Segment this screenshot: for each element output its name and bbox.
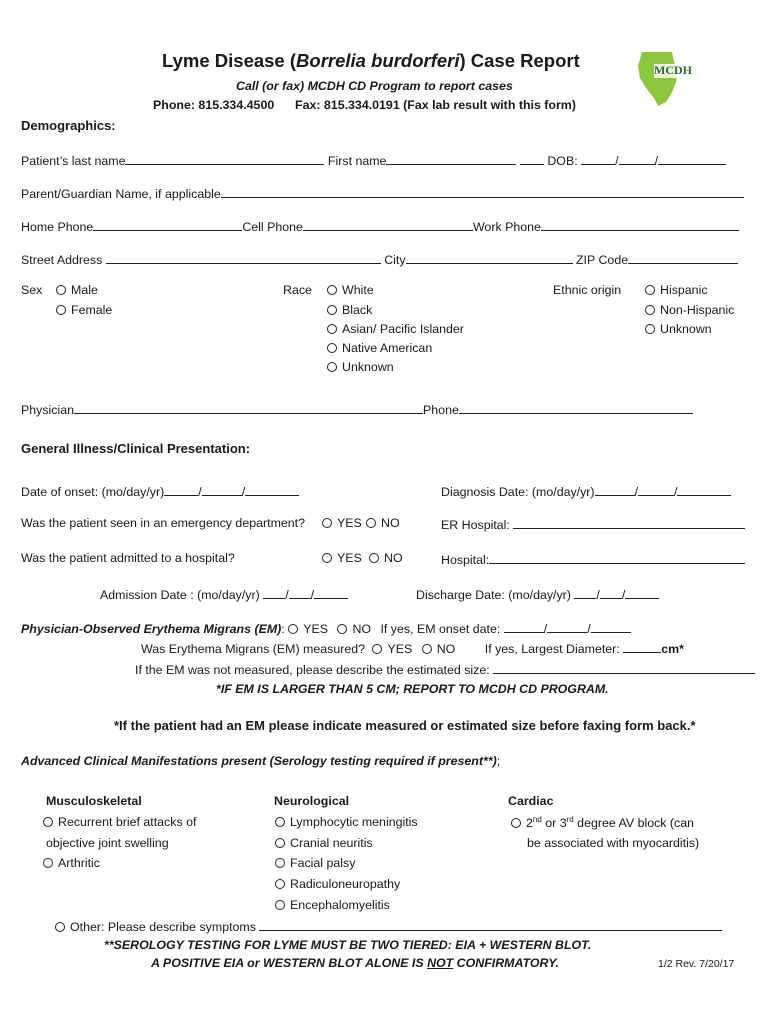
serology-note-2: A POSITIVE EIA or WESTERN BLOT ALONE IS NOT CONFIRMATORY. bbox=[151, 956, 559, 970]
form-title: Lyme Disease (Borrelia burdorferi) Case Report bbox=[162, 50, 580, 71]
onset-month-field[interactable] bbox=[164, 483, 198, 496]
radio-icon bbox=[322, 518, 332, 528]
radio-icon bbox=[366, 518, 376, 528]
last-name-label: Patient’s last name bbox=[21, 154, 126, 168]
work-phone-field[interactable] bbox=[541, 218, 739, 231]
em-no-option[interactable]: NO bbox=[337, 622, 371, 636]
diagnosis-label: Diagnosis Date: (mo/day/yr) bbox=[441, 485, 595, 499]
dob-year-field[interactable] bbox=[658, 152, 726, 165]
musculo-option-arthritic[interactable]: Arthritic bbox=[43, 856, 100, 870]
radio-icon bbox=[422, 644, 432, 654]
first-name-label: First name bbox=[327, 154, 387, 168]
phone-number: Phone: 815.334.4500 bbox=[153, 98, 275, 112]
street-label: Street Address bbox=[21, 253, 103, 267]
neuro-option-encephalomyelitis[interactable]: Encephalomyelitis bbox=[275, 898, 390, 912]
sex-option-female[interactable]: Female bbox=[56, 303, 112, 317]
physician-field[interactable] bbox=[74, 401, 423, 414]
street-field[interactable] bbox=[106, 251, 381, 264]
largest-diameter-field[interactable] bbox=[623, 640, 661, 653]
er-hospital-label: ER Hospital: bbox=[441, 518, 510, 532]
diagnosis-month-field[interactable] bbox=[595, 483, 635, 496]
onset-row: Date of onset: (mo/day/yr) / / bbox=[21, 483, 299, 499]
radio-icon bbox=[275, 817, 285, 827]
city-field[interactable] bbox=[406, 251, 573, 264]
onset-label: Date of onset: (mo/day/yr) bbox=[21, 485, 165, 499]
ethnic-label: Ethnic origin bbox=[553, 283, 622, 297]
radio-icon bbox=[275, 879, 285, 889]
physician-label: Physician bbox=[21, 403, 75, 417]
advanced-heading: Advanced Clinical Manifestations present (Serology testing required if present**); bbox=[21, 754, 501, 768]
sex-option-male[interactable]: Male bbox=[56, 283, 98, 297]
ethnic-option-unknown[interactable]: Unknown bbox=[645, 322, 712, 336]
er-hospital-row bbox=[441, 516, 745, 532]
er-no-option[interactable]: NO bbox=[366, 516, 400, 530]
radio-icon bbox=[288, 624, 298, 634]
radio-icon bbox=[322, 553, 332, 563]
er-question: Was the patient seen in an emergency department? bbox=[21, 516, 306, 530]
hospital-row bbox=[441, 551, 745, 567]
radio-icon bbox=[511, 818, 521, 828]
radio-icon bbox=[327, 285, 337, 295]
ethnic-option-hispanic[interactable]: Hispanic bbox=[645, 283, 708, 297]
estimated-size-field[interactable] bbox=[493, 661, 755, 674]
race-option-unknown[interactable]: Unknown bbox=[327, 360, 394, 374]
radio-icon bbox=[43, 817, 53, 827]
neuro-option-meningitis[interactable]: Lymphocytic meningitis bbox=[275, 815, 418, 829]
radio-icon bbox=[275, 858, 285, 868]
logo-text: MCDH bbox=[654, 63, 692, 77]
discharge-year-field[interactable] bbox=[625, 586, 659, 599]
sex-label: Sex bbox=[21, 283, 43, 297]
mcdh-logo bbox=[632, 48, 702, 108]
cm-unit: cm* bbox=[661, 642, 684, 656]
em-label: Physician-Observed Erythema Migrans (EM) bbox=[21, 622, 282, 636]
admission-label: Admission Date : (mo/day/yr) bbox=[100, 588, 260, 602]
cell-phone-field[interactable] bbox=[303, 218, 473, 231]
radio-icon bbox=[43, 858, 53, 868]
not-measured-label: If the EM was not measured, please describe the estimated size: bbox=[135, 663, 490, 677]
fax-number: Fax: 815.334.0191 (Fax lab result with this form) bbox=[295, 98, 576, 112]
radio-icon bbox=[327, 305, 337, 315]
cell-phone-label: Cell Phone bbox=[242, 220, 303, 234]
musculo-option-recurrent-cont: objective joint swelling bbox=[46, 836, 169, 850]
race-option-black[interactable]: Black bbox=[327, 303, 372, 317]
last-name-row: Patient’s last name First name DOB: / / bbox=[21, 152, 726, 168]
radio-icon bbox=[275, 838, 285, 848]
em-onset-label: If yes, EM onset date: bbox=[380, 622, 501, 636]
home-phone-label: Home Phone bbox=[21, 220, 94, 234]
diagnosis-year-field[interactable] bbox=[677, 483, 731, 496]
discharge-month-field[interactable] bbox=[574, 586, 596, 599]
revision-label: 1/2 Rev. 7/20/17 bbox=[658, 958, 735, 970]
not-measured-row bbox=[135, 661, 755, 677]
hospital-label: Hospital: bbox=[441, 553, 490, 567]
guardian-row bbox=[21, 185, 744, 201]
onset-year-field[interactable] bbox=[245, 483, 299, 496]
radio-icon bbox=[645, 324, 655, 334]
admission-month-field[interactable] bbox=[263, 586, 285, 599]
race-label: Race bbox=[283, 283, 312, 297]
em-note: *If the patient had an EM please indicate measured or estimated size before faxing form back.* bbox=[114, 718, 696, 733]
em-warning: *IF EM IS LARGER THAN 5 CM; REPORT TO MCDH CD PROGRAM. bbox=[216, 682, 609, 696]
ethnic-option-non-hispanic[interactable]: Non-Hispanic bbox=[645, 303, 734, 317]
address-row bbox=[21, 251, 738, 267]
radio-icon bbox=[56, 285, 66, 295]
em-yes-option[interactable]: YES bbox=[288, 622, 328, 636]
race-option-asian[interactable]: Asian/ Pacific Islander bbox=[327, 322, 464, 336]
cardiac-label: Cardiac bbox=[508, 794, 554, 808]
radio-icon bbox=[337, 624, 347, 634]
em-measured-row bbox=[141, 640, 684, 656]
guardian-field[interactable] bbox=[221, 185, 744, 198]
radio-icon bbox=[327, 362, 337, 372]
em-onset-day-field[interactable] bbox=[547, 620, 587, 633]
diagnosis-day-field[interactable] bbox=[638, 483, 674, 496]
musculo-option-recurrent[interactable]: Recurrent brief attacks of bbox=[43, 815, 196, 829]
radio-icon bbox=[645, 285, 655, 295]
zip-label: ZIP Code bbox=[575, 253, 629, 267]
form-subtitle: Call (or fax) MCDH CD Program to report cases bbox=[236, 79, 513, 93]
other-row bbox=[55, 918, 722, 934]
city-label: City bbox=[384, 253, 406, 267]
largest-diameter-label: If yes, Largest Diameter: bbox=[484, 642, 620, 656]
first-name-field[interactable] bbox=[386, 152, 516, 165]
discharge-label: Discharge Date: (mo/day/yr) bbox=[416, 588, 571, 602]
demographics-heading: Demographics: bbox=[21, 118, 116, 133]
neuro-option-radiculoneuropathy[interactable]: Radiculoneuropathy bbox=[275, 877, 400, 891]
em-onset-year-field[interactable] bbox=[591, 620, 631, 633]
physician-phone-field[interactable] bbox=[459, 401, 693, 414]
hospital-field[interactable] bbox=[489, 551, 745, 564]
discharge-day-field[interactable] bbox=[600, 586, 622, 599]
er-yes-option[interactable]: YES bbox=[322, 516, 362, 530]
race-option-white[interactable]: White bbox=[327, 283, 374, 297]
diagnosis-row: Diagnosis Date: (mo/day/yr) / / bbox=[441, 483, 731, 499]
admission-row: Admission Date : (mo/day/yr) / / bbox=[100, 586, 348, 602]
guardian-label: Parent/Guardian Name, if applicable bbox=[21, 187, 221, 201]
admit-yes-option[interactable]: YES bbox=[322, 551, 362, 565]
clinical-heading: General Illness/Clinical Presentation: bbox=[21, 441, 251, 456]
onset-day-field[interactable] bbox=[202, 483, 242, 496]
radio-icon bbox=[369, 553, 379, 563]
musculoskeletal-label: Musculoskeletal bbox=[46, 794, 142, 808]
serology-note-1: **SEROLOGY TESTING FOR LYME MUST BE TWO TIERED: EIA + WESTERN BLOT. bbox=[104, 938, 592, 952]
er-hospital-field[interactable] bbox=[513, 516, 745, 529]
physician-row bbox=[21, 401, 693, 417]
radio-icon bbox=[55, 922, 65, 932]
radio-icon bbox=[327, 343, 337, 353]
em-onset-month-field[interactable] bbox=[504, 620, 544, 633]
neuro-option-cranial-neuritis[interactable]: Cranial neuritis bbox=[275, 836, 373, 850]
cardiac-option-cont: be associated with myocarditis) bbox=[527, 836, 700, 850]
dob-month-field[interactable] bbox=[581, 152, 615, 165]
neuro-option-facial-palsy[interactable]: Facial palsy bbox=[275, 856, 355, 870]
work-phone-label: Work Phone bbox=[472, 220, 541, 234]
other-symptoms-field[interactable] bbox=[259, 918, 722, 931]
dob-label: DOB: bbox=[547, 154, 578, 168]
admission-day-field[interactable] bbox=[289, 586, 311, 599]
home-phone-field[interactable] bbox=[93, 218, 242, 231]
radio-icon bbox=[275, 900, 285, 910]
zip-field[interactable] bbox=[628, 251, 738, 264]
phones-row bbox=[21, 218, 739, 234]
radio-icon bbox=[372, 644, 382, 654]
radio-icon bbox=[327, 324, 337, 334]
discharge-row: Discharge Date: (mo/day/yr) / / bbox=[416, 586, 659, 602]
em-measured-yes-option[interactable]: YES bbox=[372, 642, 412, 656]
em-measured-no-option[interactable]: NO bbox=[422, 642, 456, 656]
admission-year-field[interactable] bbox=[314, 586, 348, 599]
radio-icon bbox=[56, 305, 66, 315]
em-row: Physician-Observed Erythema Migrans (EM): YES NO If yes, EM onset date: / / bbox=[21, 620, 631, 636]
cardiac-option-av-block[interactable]: 2nd or 3rd degree AV block (can bbox=[511, 815, 694, 830]
neurological-label: Neurological bbox=[274, 794, 350, 808]
admit-question: Was the patient admitted to a hospital? bbox=[21, 551, 235, 565]
other-option[interactable]: Other: Please describe symptoms bbox=[55, 920, 256, 934]
physician-phone-label: Phone bbox=[423, 403, 459, 417]
race-option-native-american[interactable]: Native American bbox=[327, 341, 432, 355]
em-measured-label: Was Erythema Migrans (EM) measured? bbox=[141, 642, 366, 656]
dob-day-field[interactable] bbox=[619, 152, 655, 165]
last-name-field[interactable] bbox=[125, 152, 324, 165]
admit-no-option[interactable]: NO bbox=[369, 551, 403, 565]
radio-icon bbox=[645, 305, 655, 315]
